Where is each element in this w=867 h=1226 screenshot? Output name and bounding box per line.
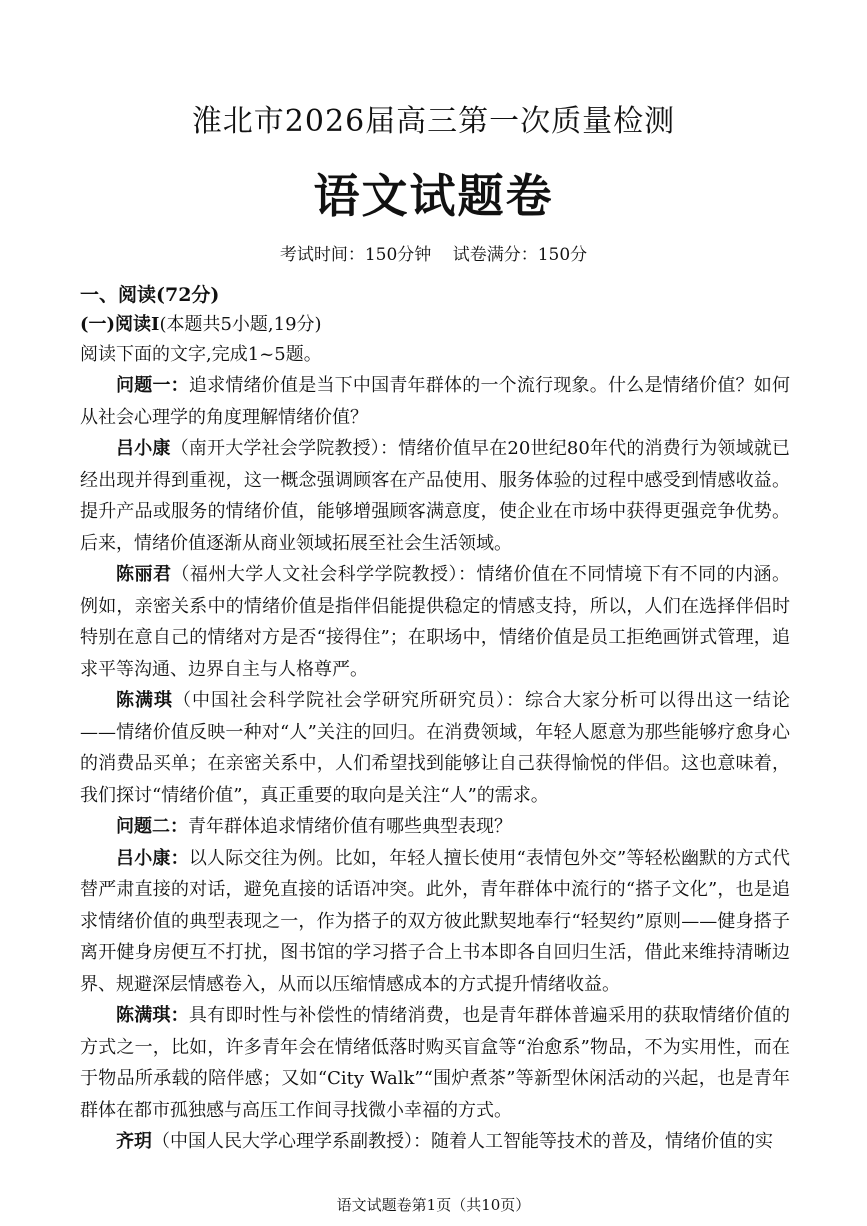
subsection-heading bbox=[80, 310, 790, 340]
speaker: 问题二： bbox=[116, 816, 188, 837]
full-score: 试卷满分：150分 bbox=[452, 245, 588, 265]
instruction: 阅读下面的文字,完成1~5题。 bbox=[80, 344, 322, 365]
speaker: 陈满琪 bbox=[116, 690, 173, 711]
paragraph-text: （南开大学社会学院教授）：情绪价值早在20世纪80年代的消费行为领域就已经出现并得到重视，这一概念强调顾客在产品使用、服务体验的过程中感受到情感收益。提升产品或服务的情绪价值，能够增强顾客满意度，使企业在市场中获得更强竞争优势。后来，情绪价值逐渐从商业领域拓展至社会生活领域。 bbox=[80, 438, 791, 554]
section-heading: 一、阅读(72分) bbox=[80, 284, 220, 306]
paragraph bbox=[80, 433, 790, 559]
content-body bbox=[80, 280, 790, 1158]
paragraph-text: 具有即时性与补偿性的情绪消费，也是青年群体普遍采用的获取情绪价值的方式之一，比如，许多青年会在情绪低落时购买盲盒等“治愈系”物品，不为实用性，而在于物品所承载的陪伴感；又如“City Walk”“围炉煮茶”等新型休闲活动的兴起，也是青年群体在都市孤独感与高压工作间寻找微小幸福的方式。 bbox=[80, 1005, 790, 1121]
exam-subtitle: 淮北市2026届高三第一次质量检测 bbox=[191, 104, 676, 139]
exam-info bbox=[0, 240, 867, 265]
paragraph-text: 青年群体追求情绪价值有哪些典型表现？ bbox=[188, 816, 512, 837]
subsection-label: (一)阅读Ⅰ bbox=[80, 314, 160, 335]
paragraph-text: （中国人民大学心理学系副教授）：随着人工智能等技术的普及，情绪价值的实 bbox=[152, 1131, 773, 1152]
exam-title: 语文试题卷 bbox=[313, 169, 554, 223]
paragraph bbox=[80, 843, 790, 1001]
speaker: 问题一： bbox=[116, 375, 189, 396]
paragraph-text: （中国社会科学院社会学研究所研究员）：综合大家分析可以得出这一结论——情绪价值反映一种对“人”关注的回归。在消费领域，年轻人愿意为那些能够疗愈身心的消费品买单；在亲密关系中，人们希望找到能够让自己获得愉悦的伴侣。这也意味着，我们探讨“情绪价值”，真正重要的取向是关注“人”的需求。 bbox=[80, 690, 790, 806]
page-footer: 语文试题卷第1页（共10页） bbox=[336, 1196, 531, 1214]
speaker: 齐玥 bbox=[116, 1131, 152, 1152]
speaker: 陈丽君 bbox=[116, 564, 172, 585]
speaker: 吕小康： bbox=[116, 847, 189, 869]
speaker: 陈满琪： bbox=[116, 1005, 189, 1026]
paragraph bbox=[80, 370, 790, 433]
speaker: 吕小康 bbox=[116, 438, 171, 459]
paragraph bbox=[80, 811, 790, 843]
paragraph-text: 以人际交往为例。比如，年轻人擅长使用“表情包外交”等轻松幽默的方式代替严肃直接的对话，避免直接的话语冲突。此外，青年群体中流行的“搭子文化”，也是追求情绪价值的典型表现之一，作为搭子的双方彼此默契地奉行“轻契约”原则——健身搭子离开健身房便互不打扰，图书馆的学习搭子合上书本即各自回归生活，借此来维持清晰边界、规避深层情感卷入，从而以压缩情感成本的方式提升情绪收益。 bbox=[80, 847, 791, 995]
paragraph bbox=[80, 1126, 790, 1158]
exam-time: 考试时间：150分钟 bbox=[279, 245, 432, 265]
paragraph-text: （福州大学人文社会科学学院教授）：情绪价值在不同情境下有不同的内涵。例如，亲密关系中的情绪价值是指伴侣能提供稳定的情感支持，所以，人们在选择伴侣时特别在意自己的情绪对方是否“接得住”；在职场中，情绪价值是员工拒绝画饼式管理，追求平等沟通、边界自主与人格尊严。 bbox=[80, 564, 791, 680]
paragraph bbox=[80, 685, 790, 811]
paragraph bbox=[80, 1000, 790, 1126]
subsection-note: (本题共5小题,19分) bbox=[159, 314, 322, 335]
paragraph-text: 追求情绪价值是当下中国青年群体的一个流行现象。什么是情绪价值？如何从社会心理学的角度理解情绪价值？ bbox=[80, 375, 790, 428]
paragraph bbox=[80, 559, 790, 685]
